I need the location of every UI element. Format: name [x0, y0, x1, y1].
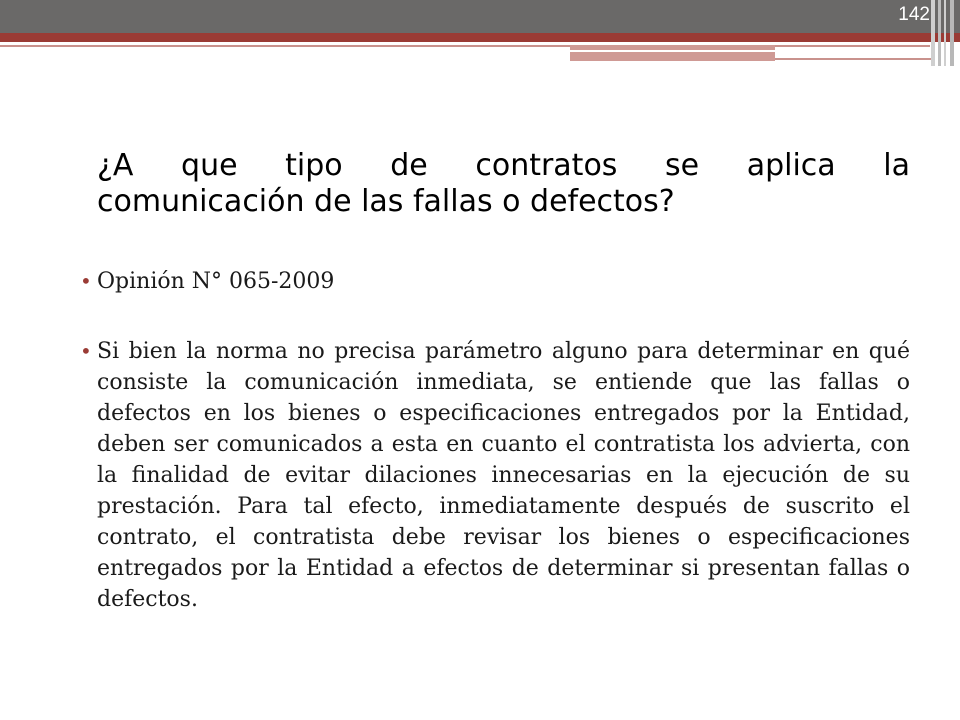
header-accent-strip — [570, 45, 775, 61]
bullet-text: Opinión N° 065-2009 — [97, 269, 335, 294]
header-divider-line — [0, 45, 930, 47]
bullet-item-opinion — [80, 266, 910, 297]
bullet-icon: • — [80, 269, 92, 293]
header-right-line — [775, 58, 935, 60]
header-highlight-line — [570, 50, 890, 52]
page-number: 142 — [898, 4, 930, 25]
bullet-text: Si bien la norma no precisa parámetro alguno para determinar en qué consiste la comunicación inmediata, se entiende que las fallas o defectos en los bienes o especificaciones entregados por la Entidad, deben ser comunicados a esta en cuanto el contratista los advierta, con la finalidad de evitar dilaciones innecesarias en la ejecución de su prestación. Para tal efecto, inmediatamente después de suscrito el contrato, el contratista debe revisar los bienes o especificaciones entregados por la Entidad a efectos de determinar si presentan fallas o defectos. — [97, 339, 910, 612]
header-vertical-stripe — [931, 0, 935, 66]
header-vertical-stripe — [950, 0, 954, 66]
slide-title-line-1: ¿A que tipo de contratos se aplica la — [97, 148, 910, 183]
slide-title-line-2: comunicación de las fallas o defectos? — [97, 184, 675, 219]
header-bar — [0, 0, 960, 33]
header-vertical-stripe — [944, 0, 946, 66]
bullet-item-explanation — [80, 336, 910, 615]
slide-title — [97, 148, 910, 220]
slide-body — [80, 266, 910, 615]
header-accent-band — [0, 33, 960, 42]
bullet-icon: • — [80, 339, 92, 363]
header-vertical-stripe — [938, 0, 941, 66]
